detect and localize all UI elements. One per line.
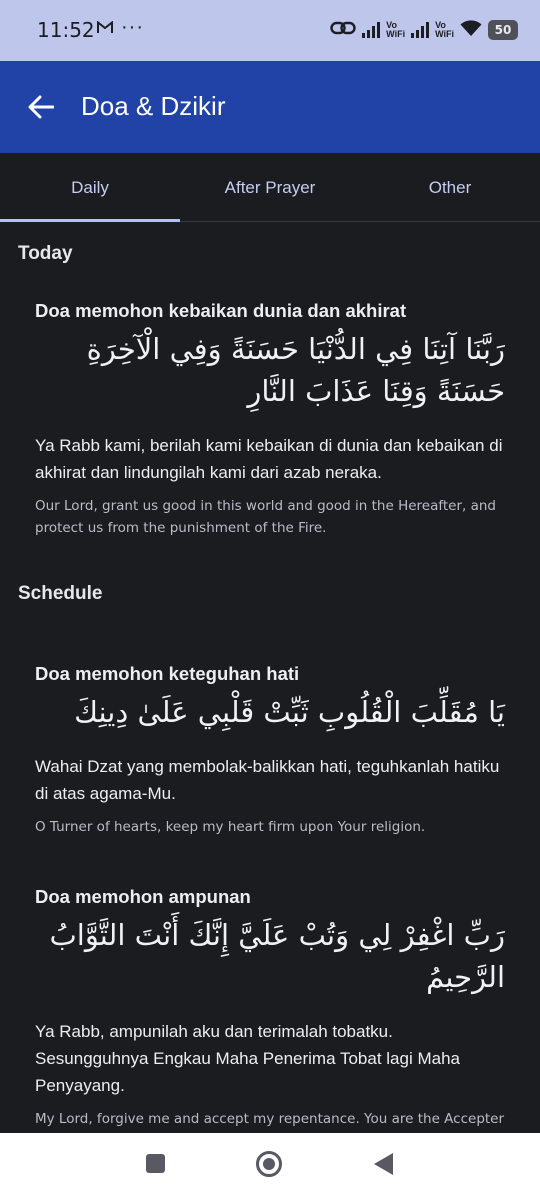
page-title: Doa & Dzikir (81, 91, 226, 121)
doa-arabic-text: رَبِّ اغْفِرْ لِي وَتُبْ عَلَيَّ إِنَّكَ أَنْتَ التَّوَّابُ الرَّحِيمُ (49, 918, 505, 994)
doa-arabic-text: رَبَّنَا آتِنَا فِي الدُّنْيَا حَسَنَةً وَفِي الْآخِرَةِ حَسَنَةً وَقِنَا عَذَابَ النَّارِ (86, 332, 505, 408)
tab-after-prayer[interactable]: After Prayer (224, 178, 316, 197)
system-nav-bar (0, 1133, 540, 1200)
vowifi-label-2: Vo WiFi (435, 20, 454, 39)
status-bar (0, 0, 540, 61)
signal-icon (362, 22, 380, 38)
doa-indonesian-translation: Ya Rabb kami, berilah kami kebaikan di dunia dan kebaikan di akhirat dan lindungilah kami dari azab neraka. (35, 436, 503, 482)
doa-indonesian-translation: Ya Rabb, ampunilah aku dan terimalah tobatku. Sesungguhnya Engkau Maha Penerima Tobat lagi Maha Penyayang. (35, 1022, 460, 1095)
doa-card[interactable] (35, 300, 505, 539)
doa-arabic-text: يَا مُقَلِّبَ الْقُلُوبِ ثَبِّتْ قَلْبِي عَلَىٰ دِينِكَ (74, 695, 505, 729)
vowifi-label: Vo WiFi (386, 20, 406, 39)
status-icons (330, 14, 518, 46)
tab-daily[interactable]: Daily (71, 178, 109, 197)
tab-bar (0, 153, 540, 222)
app-bar (0, 61, 540, 153)
doa-card[interactable] (35, 886, 505, 1152)
signal-icon-2 (411, 22, 429, 38)
doa-card[interactable] (35, 663, 505, 838)
battery-icon: 50 (488, 20, 518, 40)
more-notifications-icon: ··· (121, 16, 144, 38)
back-arrow-button[interactable] (23, 85, 59, 129)
doa-english-translation: Our Lord, grant us good in this world and good in the Hereafter, and protect us from the punishment of the Fire. (35, 498, 496, 536)
section-title-schedule: Schedule (18, 583, 103, 604)
link-icon (330, 20, 356, 41)
home-button[interactable] (256, 1151, 282, 1177)
doa-title: Doa memohon kebaikan dunia dan akhirat (35, 300, 407, 321)
doa-english-translation: O Turner of hearts, keep my heart firm upon Your religion. (35, 819, 426, 835)
back-button[interactable] (374, 1153, 393, 1175)
arrow-left-icon (28, 95, 54, 119)
doa-english-translation: My Lord, forgive me and accept my repentance. You are the Accepter (35, 1111, 505, 1127)
tab-indicator (0, 219, 180, 222)
doa-title: Doa memohon keteguhan hati (35, 663, 300, 684)
status-time: 11:52 (37, 18, 95, 42)
gmail-icon (97, 21, 113, 39)
wifi-icon (460, 19, 482, 42)
tab-other[interactable]: Other (428, 178, 472, 197)
doa-title: Doa memohon ampunan (35, 886, 251, 907)
doa-indonesian-translation: Wahai Dzat yang membolak-balikkan hati, teguhkanlah hatiku di atas agama-Mu. (35, 757, 500, 803)
section-title-today: Today (18, 243, 73, 264)
recents-button[interactable] (146, 1154, 165, 1173)
